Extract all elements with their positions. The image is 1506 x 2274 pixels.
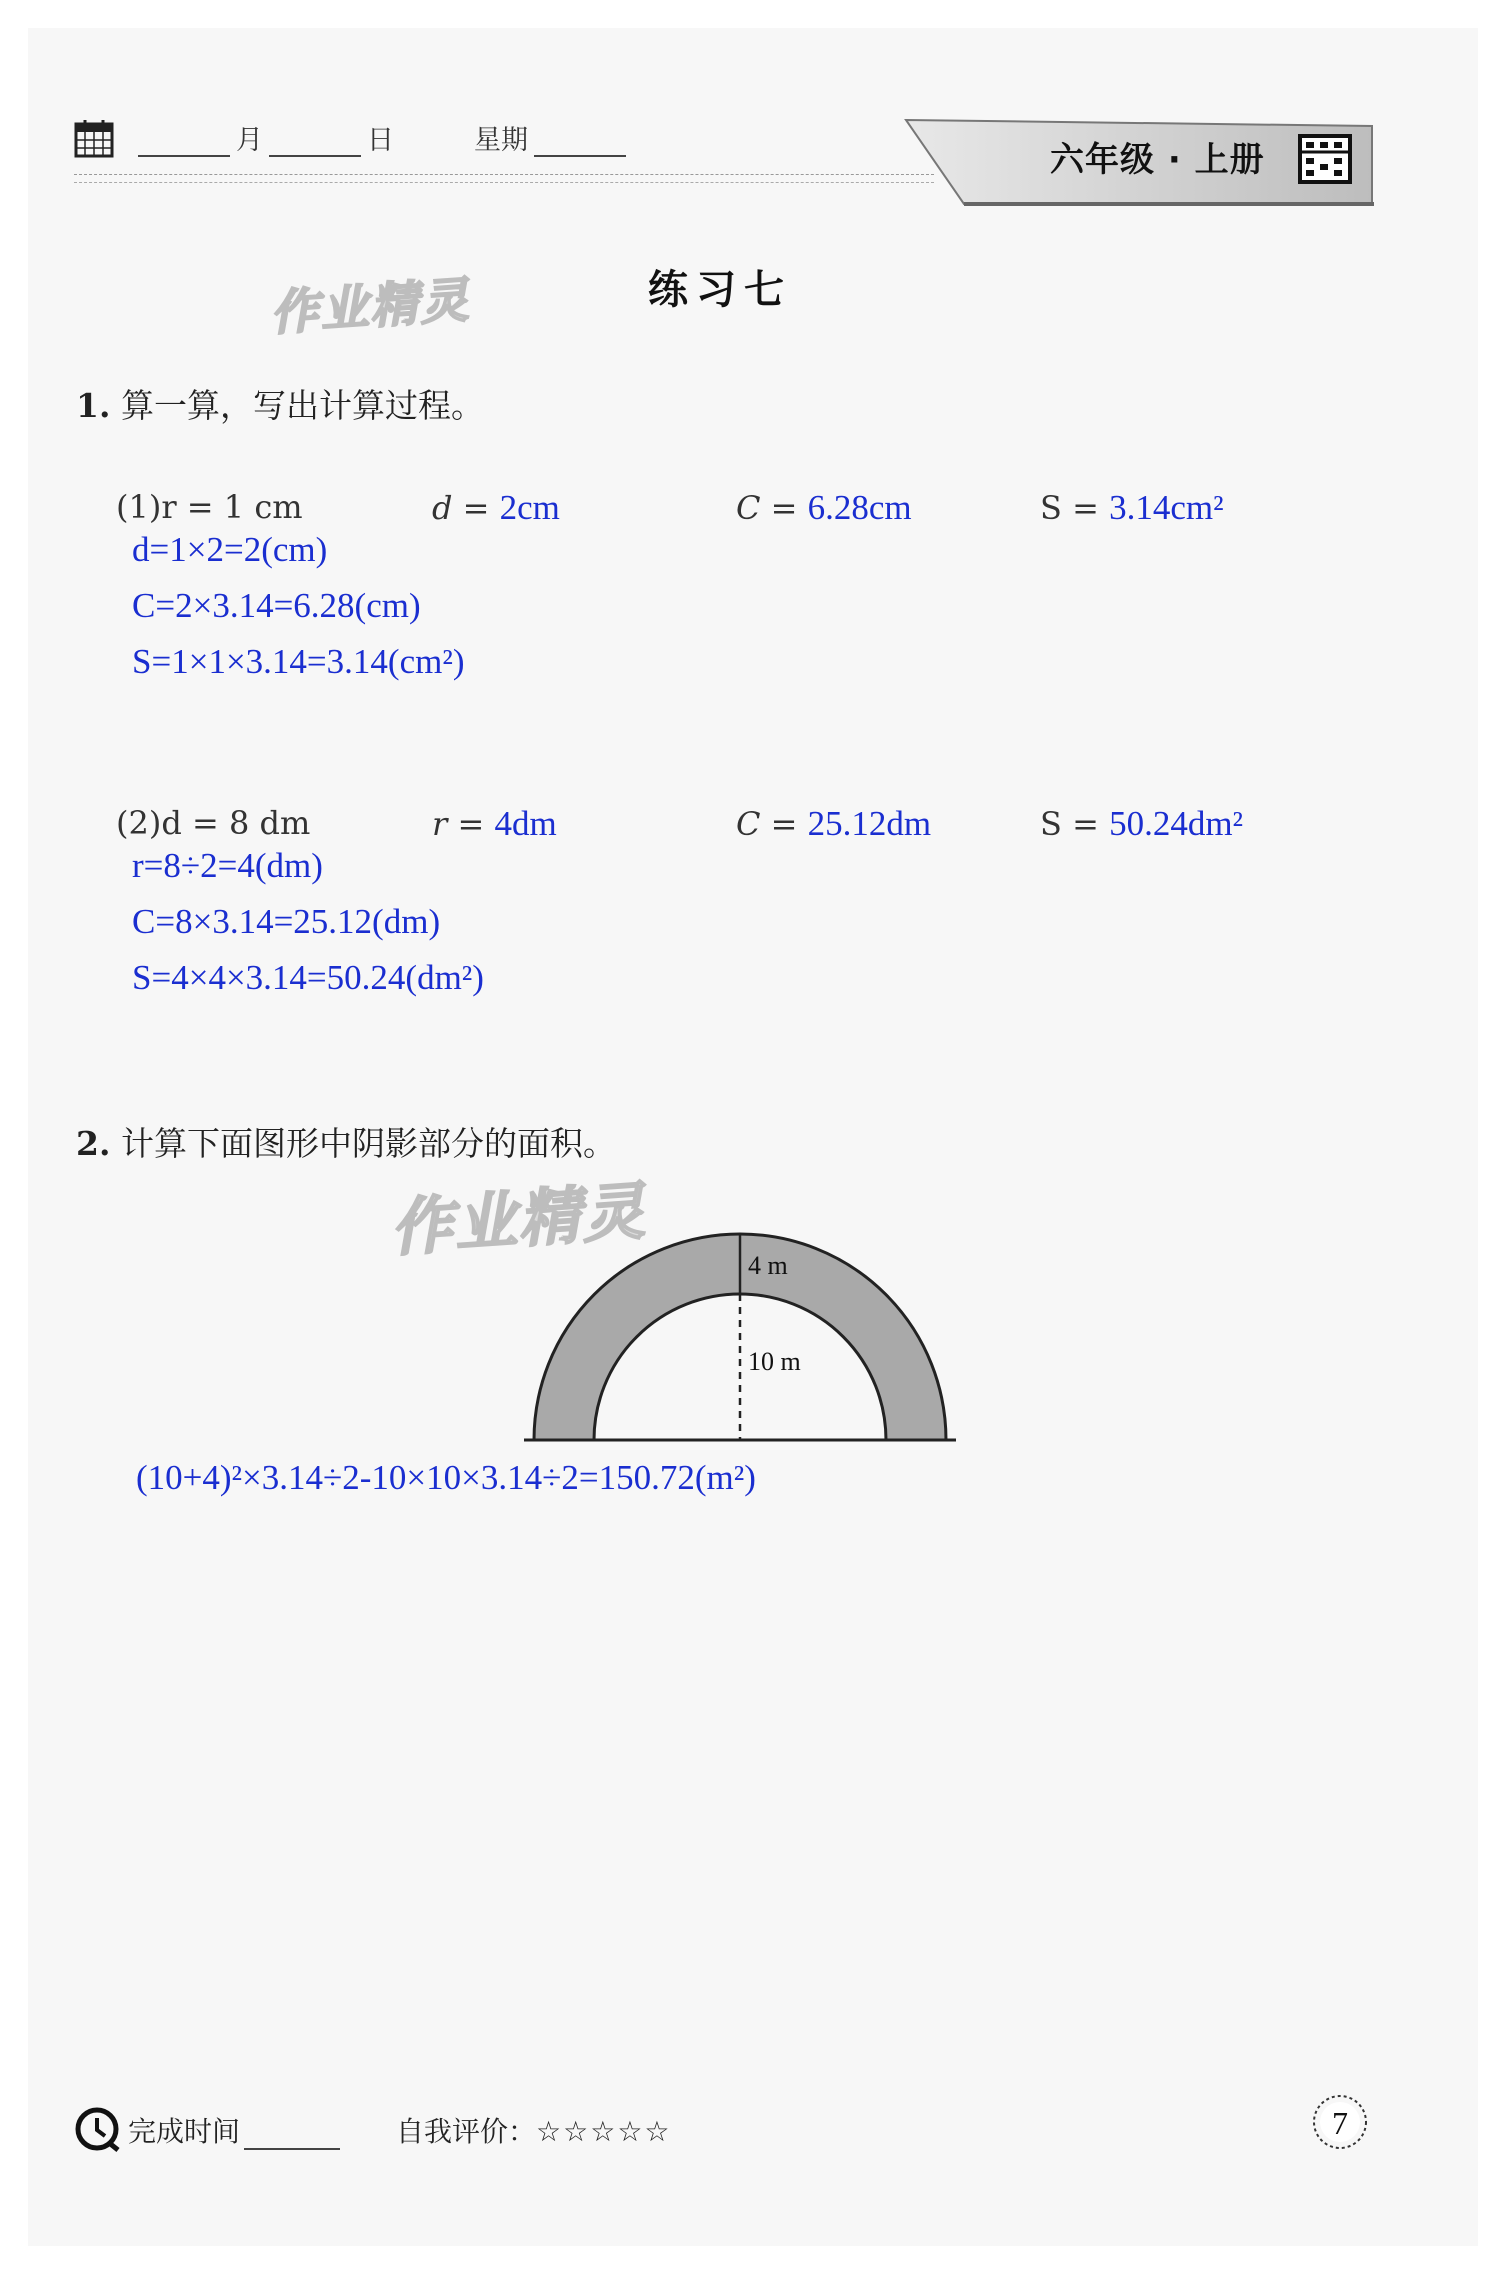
question-1-prompt [76,380,484,427]
day-label: 日 [367,125,394,156]
part1-given: (1)r = 1 cm [116,488,303,526]
month-label: 月 [236,125,263,156]
question-number: 2. [76,1124,111,1163]
part1-work-line: C=2×3.14=6.28(cm) [132,586,421,625]
part1-area: S = 3.14cm² [1040,488,1224,527]
self-rating: 自我评价：☆☆☆☆☆ [396,2115,672,2148]
question-text: 计算下面图形中阴影部分的面积。 [120,1124,616,1163]
part2-work-line: r=8÷2=4(dm) [132,846,323,885]
part1-work-line: d=1×2=2(cm) [132,530,328,569]
abacus-icon [1298,134,1352,184]
page-number-badge [1308,2090,1372,2154]
semicircular-ring-figure [520,1218,960,1448]
part2-area: S = 50.24dm² [1040,804,1244,843]
header-rule [74,174,934,175]
exercise-title: 练习七 [648,267,792,313]
part2-work-line: S=4×4×3.14=50.24(dm²) [132,958,484,997]
question-2-answer: (10+4)²×3.14÷2-10×10×3.14÷2=150.72(m²) [136,1458,756,1497]
watermark: 作业精灵 [268,272,473,342]
inner-radius-label: 10 m [748,1347,801,1376]
grade-label: 六年级 · 上册 [1050,140,1265,180]
part2-work-line: C=8×3.14=25.12(dm) [132,902,441,941]
header-rule [74,182,934,183]
watermark: 作业精灵 [388,1174,649,1265]
question-number: 1. [76,386,111,425]
part2-radius: r = 4dm [432,804,557,843]
part1-work-line: S=1×1×3.14=3.14(cm²) [132,642,465,681]
clock-icon [74,2106,120,2152]
page-number: 7 [1332,2105,1348,2141]
date-line [78,118,626,157]
question-2-prompt [76,1118,616,1165]
part1-diameter: d = 2cm [432,488,560,527]
completion-time: 完成时间 [128,2110,340,2150]
ring-width-label: 4 m [748,1251,788,1280]
part2-given: (2)d = 8 dm [116,804,311,842]
part1-circumference: C = 6.28cm [736,488,912,527]
question-text: 算一算，写出计算过程。 [120,386,484,425]
rating-stars: ☆☆☆☆☆ [536,2115,672,2148]
part2-circumference: C = 25.12dm [736,804,932,843]
weekday-label: 星期 [474,125,528,156]
